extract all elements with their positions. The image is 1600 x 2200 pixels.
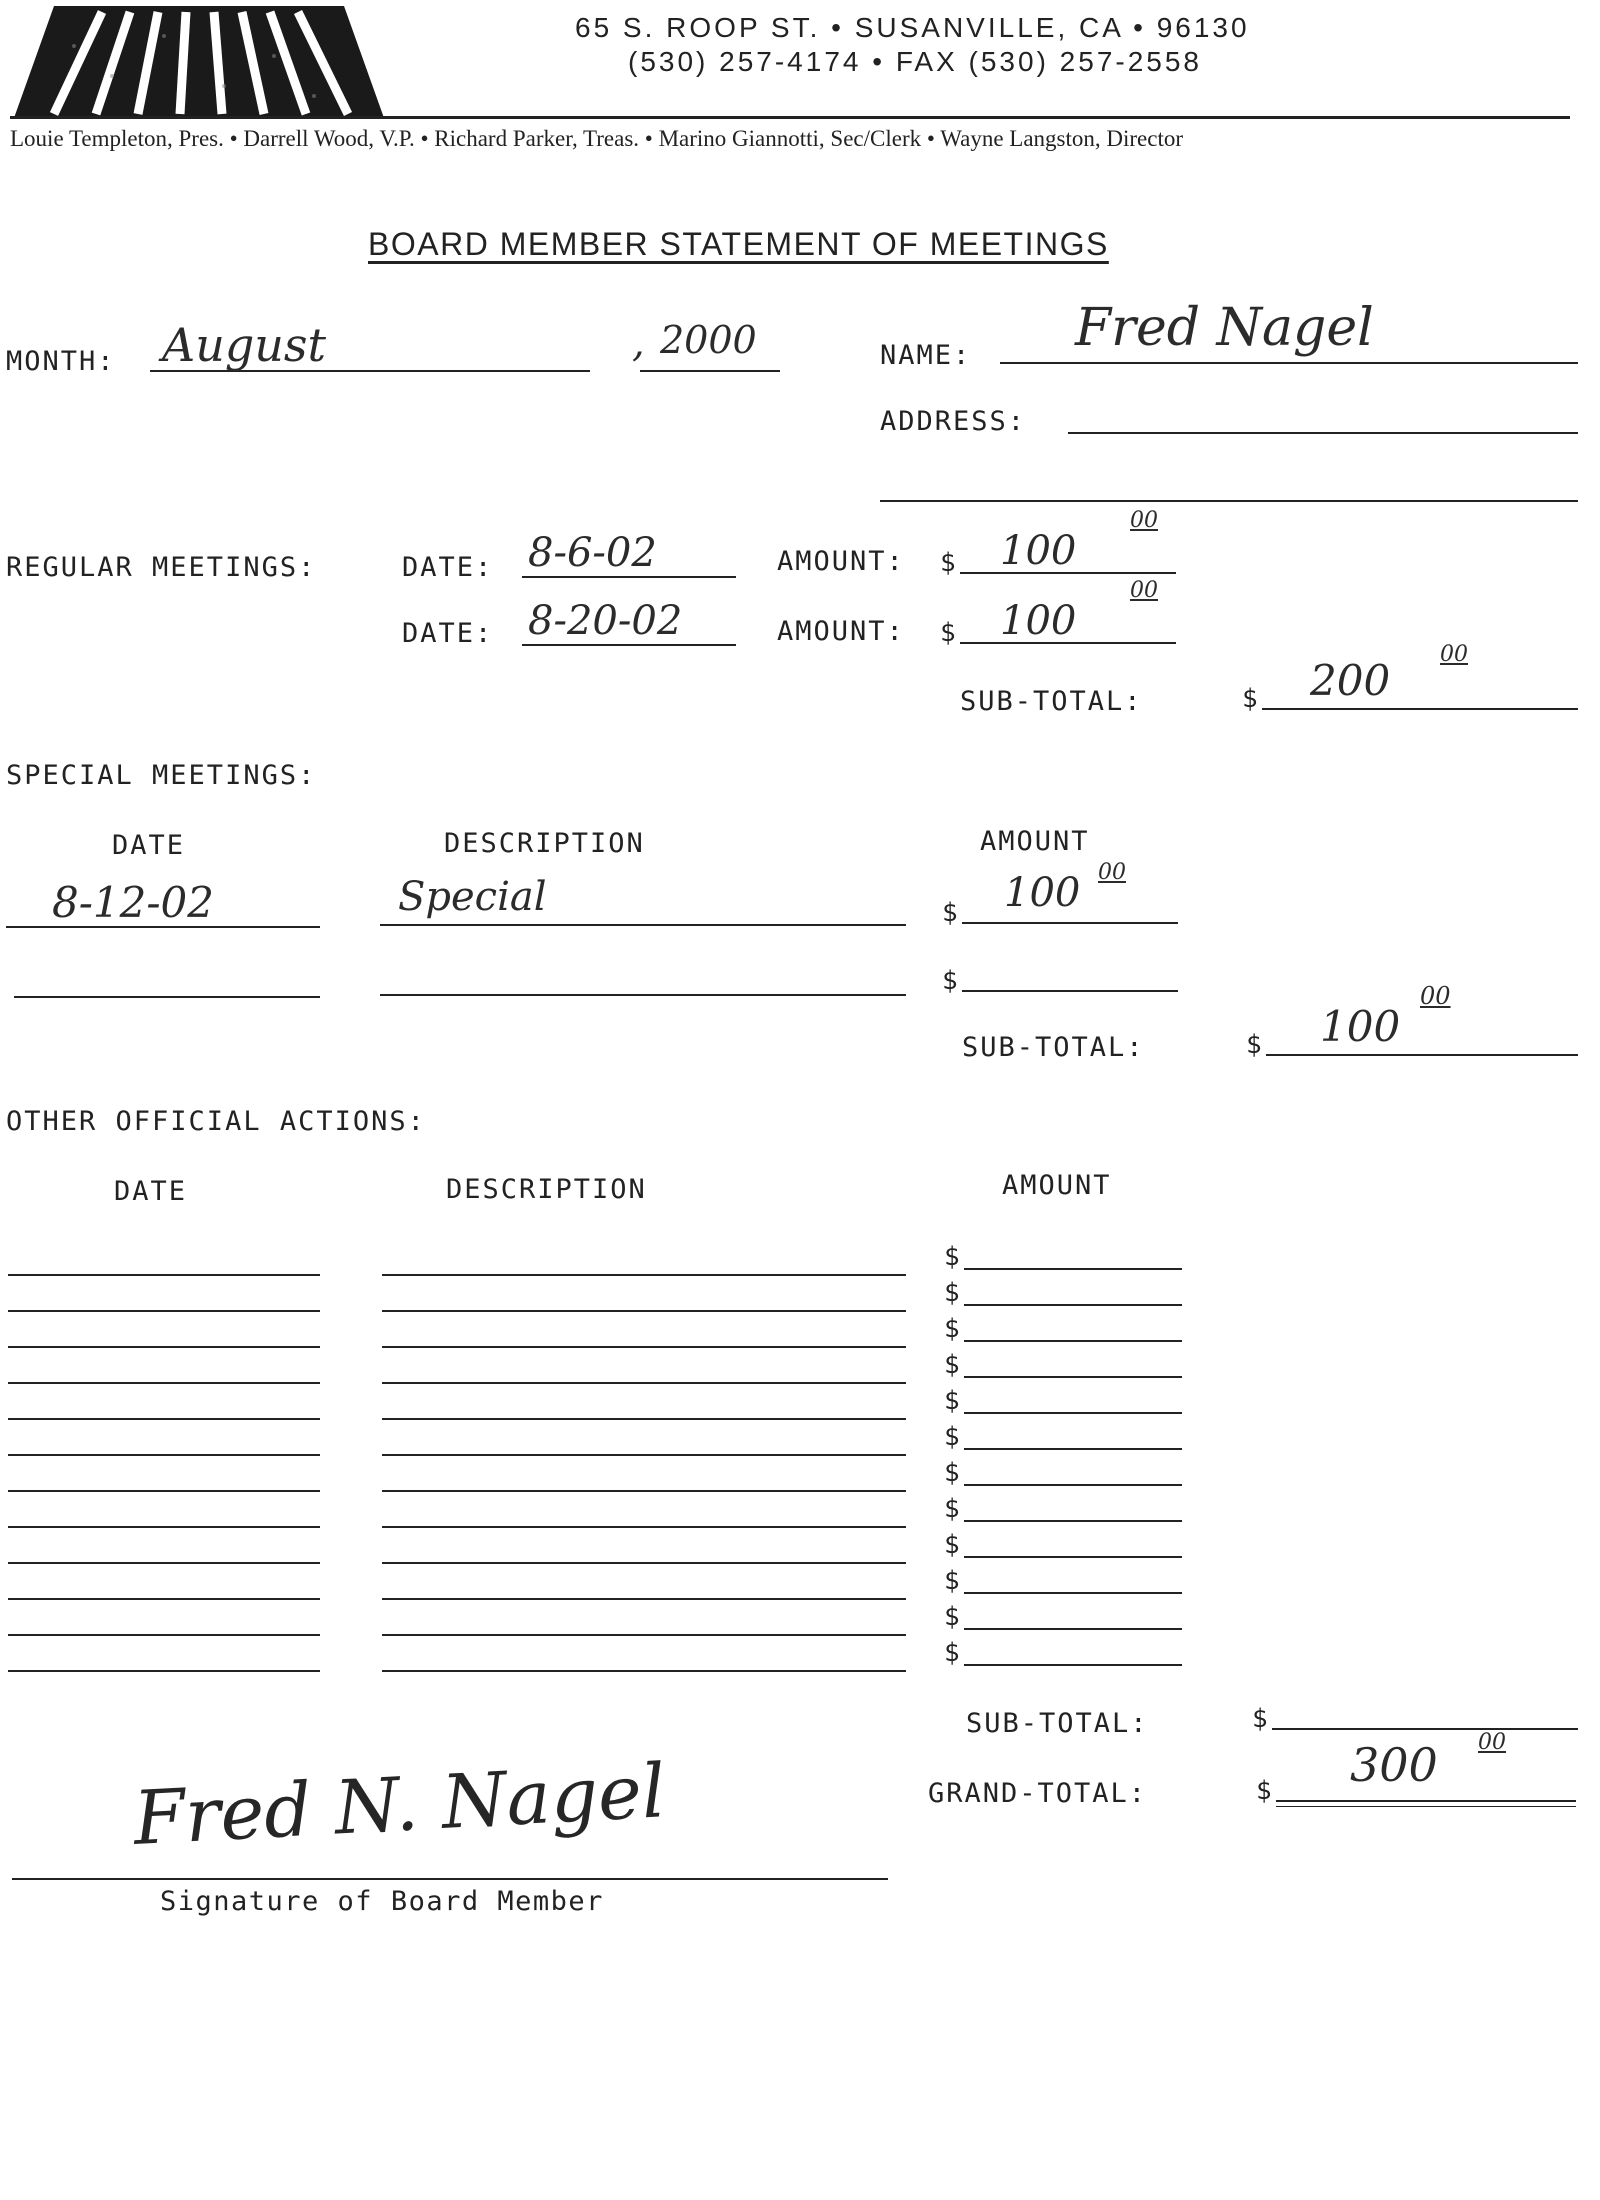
regular-subtotal-value[interactable]: 200: [1310, 656, 1391, 705]
currency-symbol: $: [944, 1494, 960, 1524]
regular-date-value[interactable]: 8-6-02: [528, 530, 657, 576]
currency-symbol: $: [944, 1242, 960, 1272]
special-subtotal-label: SUB-TOTAL:: [962, 1032, 1145, 1063]
other-amount-line[interactable]: [964, 1304, 1182, 1306]
grand-total-label: GRAND-TOTAL:: [928, 1778, 1148, 1809]
other-date-line[interactable]: [8, 1454, 320, 1456]
address-field-line-2[interactable]: [880, 500, 1578, 502]
form-title: BOARD MEMBER STATEMENT OF MEETINGS: [368, 226, 1109, 262]
special-subtotal-line: [1266, 1054, 1578, 1056]
special-amount-cents: 00: [1098, 860, 1126, 885]
currency-symbol: $: [944, 1566, 960, 1596]
other-col-description: DESCRIPTION: [446, 1174, 647, 1205]
other-col-amount: AMOUNT: [1002, 1170, 1112, 1201]
regular-date-label: DATE:: [402, 618, 494, 649]
other-amount-line[interactable]: [964, 1592, 1182, 1594]
special-amount-line[interactable]: [962, 990, 1178, 992]
other-description-line[interactable]: [382, 1562, 906, 1564]
officers-line: Louie Templeton, Pres. • Darrell Wood, V.P. • Richard Parker, Treas. • Marino Giannotti, Sec/Clerk • Wayne Langston, Director: [10, 126, 1184, 151]
currency-symbol: $: [1256, 1776, 1272, 1806]
signature-label: Signature of Board Member: [160, 1886, 604, 1917]
special-col-description: DESCRIPTION: [444, 828, 645, 859]
special-col-date: DATE: [112, 830, 186, 861]
letterhead-rule: [10, 116, 1570, 119]
month-label: MONTH:: [6, 346, 116, 377]
currency-symbol: $: [944, 1422, 960, 1452]
other-description-line[interactable]: [382, 1274, 906, 1276]
signature-value[interactable]: Fred N. Nagel: [131, 1748, 668, 1862]
other-description-line[interactable]: [382, 1598, 906, 1600]
name-label: NAME:: [880, 340, 972, 371]
other-date-line[interactable]: [8, 1382, 320, 1384]
other-description-line[interactable]: [382, 1382, 906, 1384]
name-value[interactable]: Fred Nagel: [1075, 298, 1374, 358]
other-date-line[interactable]: [8, 1526, 320, 1528]
address-field-line-1[interactable]: [1068, 432, 1578, 434]
other-date-line[interactable]: [8, 1490, 320, 1492]
regular-date-value[interactable]: 8-20-02: [528, 598, 683, 644]
special-description-value[interactable]: Special: [398, 874, 547, 920]
other-amount-line[interactable]: [964, 1556, 1182, 1558]
currency-symbol: $: [944, 1350, 960, 1380]
regular-subtotal-line: [1262, 708, 1578, 710]
other-date-line[interactable]: [8, 1346, 320, 1348]
currency-symbol: $: [942, 966, 958, 996]
other-description-line[interactable]: [382, 1634, 906, 1636]
currency-symbol: $: [1246, 1030, 1262, 1060]
letterhead: [0, 0, 1600, 160]
regular-amount-value[interactable]: 100: [1000, 528, 1077, 574]
address-label: ADDRESS:: [880, 406, 1027, 437]
other-date-line[interactable]: [8, 1562, 320, 1564]
special-date-line[interactable]: [14, 996, 320, 998]
other-description-line[interactable]: [382, 1346, 906, 1348]
regular-meetings-label: REGULAR MEETINGS:: [6, 552, 317, 583]
other-date-line[interactable]: [8, 1310, 320, 1312]
currency-symbol: $: [944, 1458, 960, 1488]
year-value[interactable]: 2000: [660, 318, 757, 362]
currency-symbol: $: [1242, 684, 1258, 714]
special-description-line: [380, 924, 906, 926]
other-actions-rows: [0, 1240, 1200, 1680]
regular-amount-value[interactable]: 100: [1000, 598, 1077, 644]
other-date-line[interactable]: [8, 1274, 320, 1276]
other-description-line[interactable]: [382, 1670, 906, 1672]
other-amount-line[interactable]: [964, 1448, 1182, 1450]
regular-subtotal-cents: 00: [1440, 642, 1468, 667]
regular-date-line: [522, 644, 736, 646]
regular-amount-cents: 00: [1130, 578, 1158, 603]
other-description-line[interactable]: [382, 1454, 906, 1456]
other-amount-line[interactable]: [964, 1268, 1182, 1270]
grand-total-cents: 00: [1478, 1730, 1506, 1755]
organization-logo: [14, 6, 384, 118]
signature-line: [12, 1878, 888, 1880]
special-col-amount: AMOUNT: [980, 826, 1090, 857]
other-amount-line[interactable]: [964, 1340, 1182, 1342]
regular-amount-cents: 00: [1130, 508, 1158, 533]
month-value[interactable]: August: [162, 318, 327, 372]
currency-symbol: $: [944, 1278, 960, 1308]
currency-symbol: $: [944, 1638, 960, 1668]
other-description-line[interactable]: [382, 1526, 906, 1528]
phone-line: (530) 257-4174 • FAX (530) 257-2558: [628, 46, 1202, 77]
other-amount-line[interactable]: [964, 1628, 1182, 1630]
other-amount-line[interactable]: [964, 1484, 1182, 1486]
special-meetings-label: SPECIAL MEETINGS:: [6, 760, 317, 791]
other-description-line[interactable]: [382, 1490, 906, 1492]
other-date-line[interactable]: [8, 1598, 320, 1600]
grand-total-line: [1276, 1800, 1576, 1802]
currency-symbol: $: [940, 548, 956, 578]
other-amount-line[interactable]: [964, 1412, 1182, 1414]
other-date-line[interactable]: [8, 1670, 320, 1672]
currency-symbol: $: [944, 1602, 960, 1632]
other-actions-label: OTHER OFFICIAL ACTIONS:: [6, 1106, 426, 1137]
currency-symbol: $: [944, 1386, 960, 1416]
special-date-value[interactable]: 8-12-02: [52, 878, 214, 927]
name-field-line: [1000, 362, 1578, 364]
other-date-line[interactable]: [8, 1634, 320, 1636]
regular-amount-label: AMOUNT:: [777, 616, 905, 647]
currency-symbol: $: [944, 1530, 960, 1560]
currency-symbol: $: [1252, 1704, 1268, 1734]
other-description-line[interactable]: [382, 1310, 906, 1312]
other-amount-line[interactable]: [964, 1520, 1182, 1522]
regular-date-line: [522, 576, 736, 578]
special-description-line[interactable]: [380, 994, 906, 996]
currency-symbol: $: [942, 898, 958, 928]
special-subtotal-cents: 00: [1420, 982, 1451, 1010]
grand-total-value[interactable]: 300: [1350, 1738, 1438, 1792]
regular-date-label: DATE:: [402, 552, 494, 583]
special-subtotal-value[interactable]: 100: [1320, 1002, 1401, 1051]
currency-symbol: $: [940, 618, 956, 648]
regular-amount-label: AMOUNT:: [777, 546, 905, 577]
other-subtotal-label: SUB-TOTAL:: [966, 1708, 1149, 1739]
other-col-date: DATE: [114, 1176, 188, 1207]
year-field-line: [640, 370, 780, 372]
other-description-line[interactable]: [382, 1418, 906, 1420]
other-amount-line[interactable]: [964, 1376, 1182, 1378]
grand-total-line-double: [1276, 1806, 1576, 1807]
other-date-line[interactable]: [8, 1418, 320, 1420]
special-amount-line: [962, 922, 1178, 924]
address-line: 65 S. ROOP ST. • SUSANVILLE, CA • 96130: [575, 12, 1250, 43]
other-subtotal-line[interactable]: [1272, 1728, 1578, 1730]
other-amount-line[interactable]: [964, 1664, 1182, 1666]
special-amount-value[interactable]: 100: [1004, 870, 1081, 916]
year-prefix: ,: [632, 320, 645, 366]
currency-symbol: $: [944, 1314, 960, 1344]
regular-subtotal-label: SUB-TOTAL:: [960, 686, 1143, 717]
